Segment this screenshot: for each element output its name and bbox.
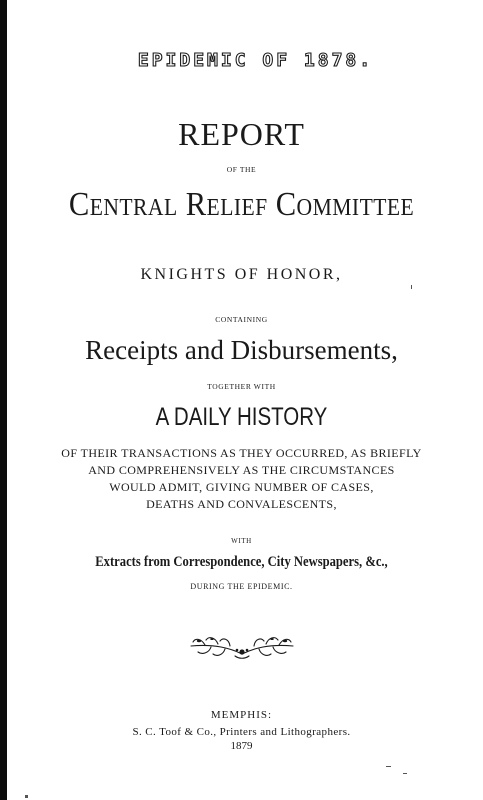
epidemic-heading: EPIDEMIC OF 1878. [137,50,374,71]
together-with-label: TOGETHER WITH [207,382,276,391]
daily-history-heading: A DAILY HISTORY [155,403,328,431]
with-label: WITH [231,537,252,545]
description-line: AND COMPREHENSIVELY AS THE CIRCUMSTANCES [88,463,395,477]
scan-speck [403,773,407,774]
committee-name: Central Relief Committee [68,186,415,223]
receipts-heading: Receipts and Disbursements, [85,335,398,365]
report-title: REPORT [178,116,305,152]
description-line: OF THEIR TRANSACTIONS AS THEY OCCURRED, AS BRIEFLY [61,446,422,460]
description-line: WOULD ADMIT, GIVING NUMBER OF CASES, [109,480,374,494]
knights-of-honor: KNIGHTS OF HONOR, [140,266,343,283]
during-epidemic-label: DURING THE EPIDEMIC. [190,582,293,591]
scan-speck [386,766,391,767]
scan-speck [411,285,412,289]
description-line: DEATHS AND CONVALESCENTS, [146,497,337,511]
extracts-heading: Extracts from Correspondence, City Newspapers, &c., [95,554,388,570]
imprint-year: 1879 [230,740,253,752]
floral-ornament-icon [185,634,299,660]
scan-speck [25,795,28,798]
imprint-city: MEMPHIS: [210,709,273,721]
imprint-printer: S. C. Toof & Co., Printers and Lithographers. [132,726,351,738]
containing-label: CONTAINING [215,315,268,324]
of-the-label: OF THE [226,165,257,174]
